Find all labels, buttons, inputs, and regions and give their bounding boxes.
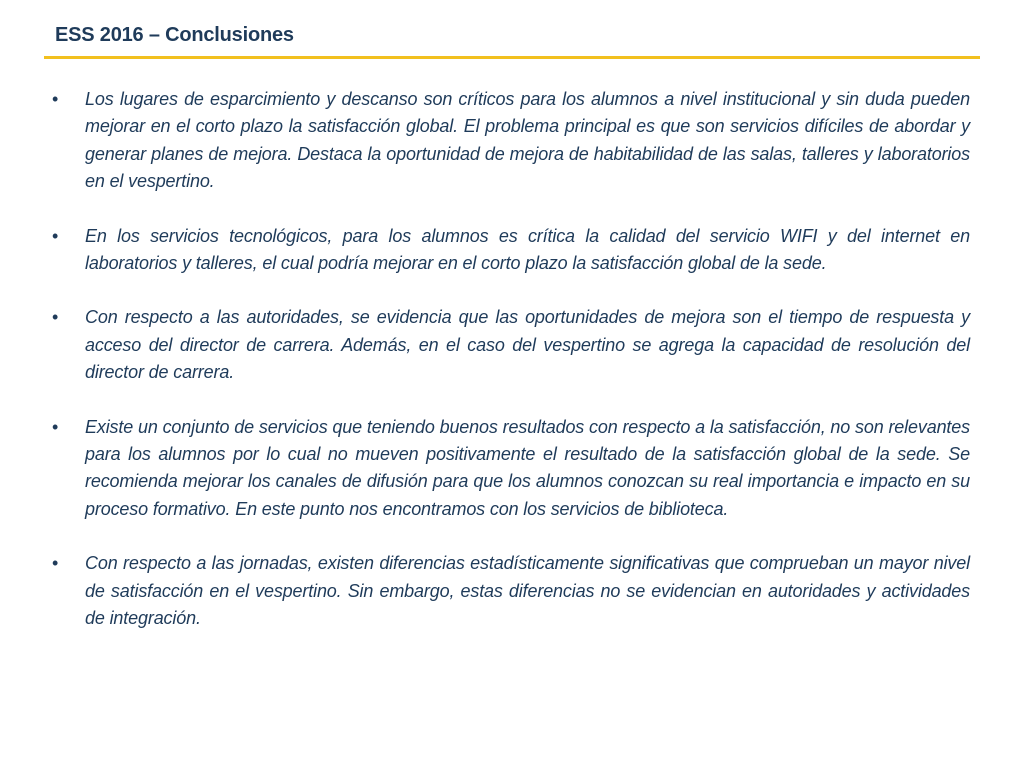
slide-title: ESS 2016 – Conclusiones: [55, 24, 294, 46]
bullet-item: [52, 414, 970, 524]
bullet-dot-icon: •: [52, 553, 59, 574]
bullet-text: Con respecto a las autoridades, se evidencia que las oportunidades de mejora son el tiempo de respuesta y acceso del director de carrera. Además, en el caso del vespertino se agrega la capacidad de resolución del director de carrera.: [85, 307, 970, 383]
bullet-item: [52, 550, 970, 632]
bullet-dot-icon: •: [52, 225, 59, 246]
bullet-text: Los lugares de esparcimiento y descanso son críticos para los alumnos a nivel institucional y sin duda pueden mejorar en el corto plazo la satisfacción global. El problema principal es que son servicios difíciles de abordar y generar planes de mejora. Destaca la oportunidad de mejora de habitabilidad de las salas, talleres y laboratorios en el vespertino.: [85, 89, 970, 192]
bullet-dot-icon: •: [52, 89, 59, 109]
title-underline: [44, 56, 980, 59]
bullet-dot-icon: •: [52, 416, 59, 437]
bullet-dot-icon: •: [52, 307, 59, 328]
bullet-text: Existe un conjunto de servicios que teniendo buenos resultados con respecto a la satisfacción, no son relevantes para los alumnos por lo cual no mueven positivamente el resultado de la satisfacción global de la sede. Se recomienda mejorar los canales de difusión para que los alumnos conozcan su real importancia e impacto en su proceso formativo. En este punto nos encontramos con los servicios de biblioteca.: [85, 416, 970, 519]
bullet-text: En los servicios tecnológicos, para los alumnos es crítica la calidad del servicio WIFI y del internet en laboratorios y talleres, el cual podría mejorar en el corto plazo la satisfacción global de la sede.: [85, 225, 970, 274]
bullet-item: [52, 86, 970, 196]
bullet-text: Con respecto a las jornadas, existen diferencias estadísticamente significativas que comprueban un mayor nivel de satisfacción en el vespertino. Sin embargo, estas diferencias no se evidencian en autoridades y actividades de integración.: [85, 553, 970, 629]
bullet-item: [52, 223, 970, 278]
bullet-item: [52, 304, 970, 386]
bullet-list: [52, 86, 970, 660]
